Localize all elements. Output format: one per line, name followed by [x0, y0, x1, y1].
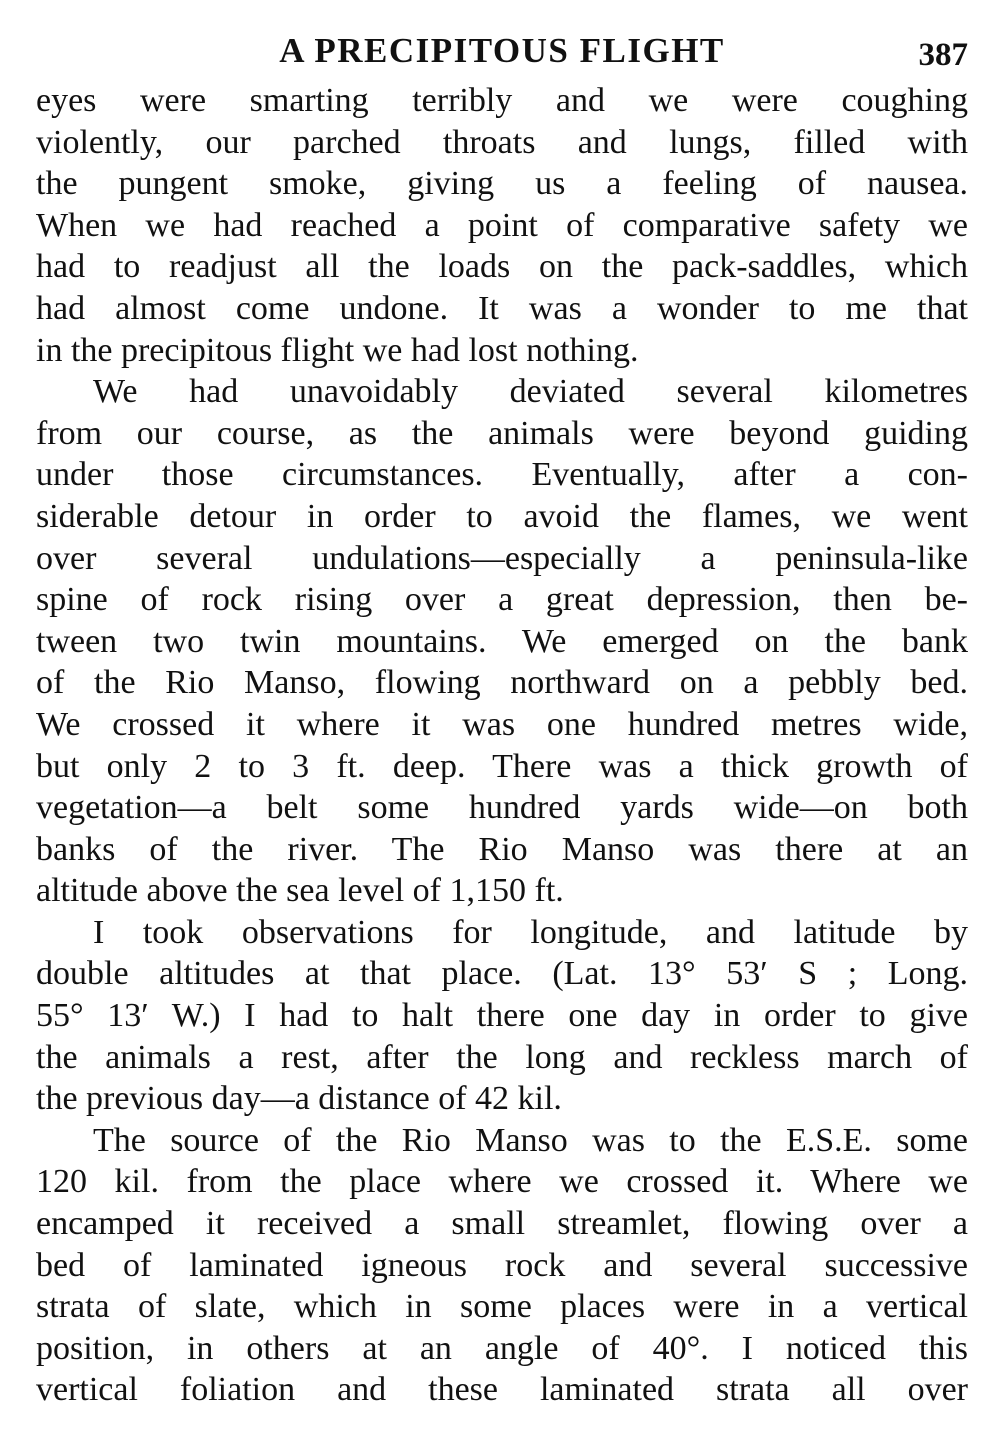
- text-line: from our course, as the animals were beyond guiding: [36, 414, 968, 452]
- text-line: violently, our parched throats and lungs, filled with: [36, 123, 968, 161]
- text-line: The source of the Rio Manso was to the E.S.E. some: [93, 1121, 968, 1159]
- text-line: strata of slate, which in some places were in a vertical: [36, 1288, 968, 1326]
- text-line: of the Rio Manso, flowing northward on a pebbly bed.: [36, 664, 968, 702]
- text-line: We crossed it where it was one hundred metres wide,: [36, 705, 968, 743]
- text-line: bed of laminated igneous rock and several successive: [36, 1246, 968, 1284]
- text-line: When we had reached a point of comparative safety we: [36, 206, 968, 244]
- text-line: under those circumstances. Eventually, after a con-: [36, 456, 968, 494]
- text-line: but only 2 to 3 ft. deep. There was a thick growth of: [36, 747, 968, 785]
- text-line: 55° 13′ W.) I had to halt there one day in order to give: [36, 997, 968, 1035]
- text-line: eyes were smarting terribly and we were coughing: [36, 82, 968, 119]
- book-page: [36, 26, 968, 1411]
- body-text: [36, 80, 968, 1411]
- text-line: altitude above the sea level of 1,150 ft.: [36, 872, 564, 910]
- text-line: had to readjust all the loads on the pack-saddles, which: [36, 248, 968, 286]
- running-title: A PRECIPITOUS FLIGHT: [279, 31, 725, 70]
- text-line: I took observations for longitude, and latitude by: [93, 913, 968, 951]
- text-line: over several undulations—especially a peninsula-like: [36, 539, 968, 577]
- text-line: siderable detour in order to avoid the flames, we went: [36, 497, 968, 535]
- text-line: banks of the river. The Rio Manso was there at an: [36, 830, 968, 868]
- text-line: double altitudes at that place. (Lat. 13° 53′ S ; Long.: [36, 955, 968, 993]
- page-number: 387: [918, 37, 968, 73]
- text-line: vertical foliation and these laminated strata all over: [36, 1371, 968, 1409]
- text-line: spine of rock rising over a great depression, then be-: [36, 581, 968, 619]
- text-line: the previous day—a distance of 42 kil.: [36, 1080, 562, 1118]
- text-line: encamped it received a small streamlet, flowing over a: [36, 1205, 968, 1243]
- running-header: [36, 26, 968, 80]
- text-line: We had unavoidably deviated several kilometres: [93, 373, 968, 411]
- text-line: vegetation—a belt some hundred yards wide—on both: [36, 789, 968, 827]
- text-line: the animals a rest, after the long and reckless march of: [36, 1038, 968, 1076]
- text-line: tween two twin mountains. We emerged on the bank: [36, 622, 968, 660]
- text-line: had almost come undone. It was a wonder to me that: [36, 289, 968, 327]
- text-line: position, in others at an angle of 40°. I noticed this: [36, 1329, 968, 1367]
- text-line: 120 kil. from the place where we crossed it. Where we: [36, 1163, 968, 1201]
- text-line: the pungent smoke, giving us a feeling of nausea.: [36, 165, 968, 203]
- text-line: in the precipitous flight we had lost nothing.: [36, 331, 639, 369]
